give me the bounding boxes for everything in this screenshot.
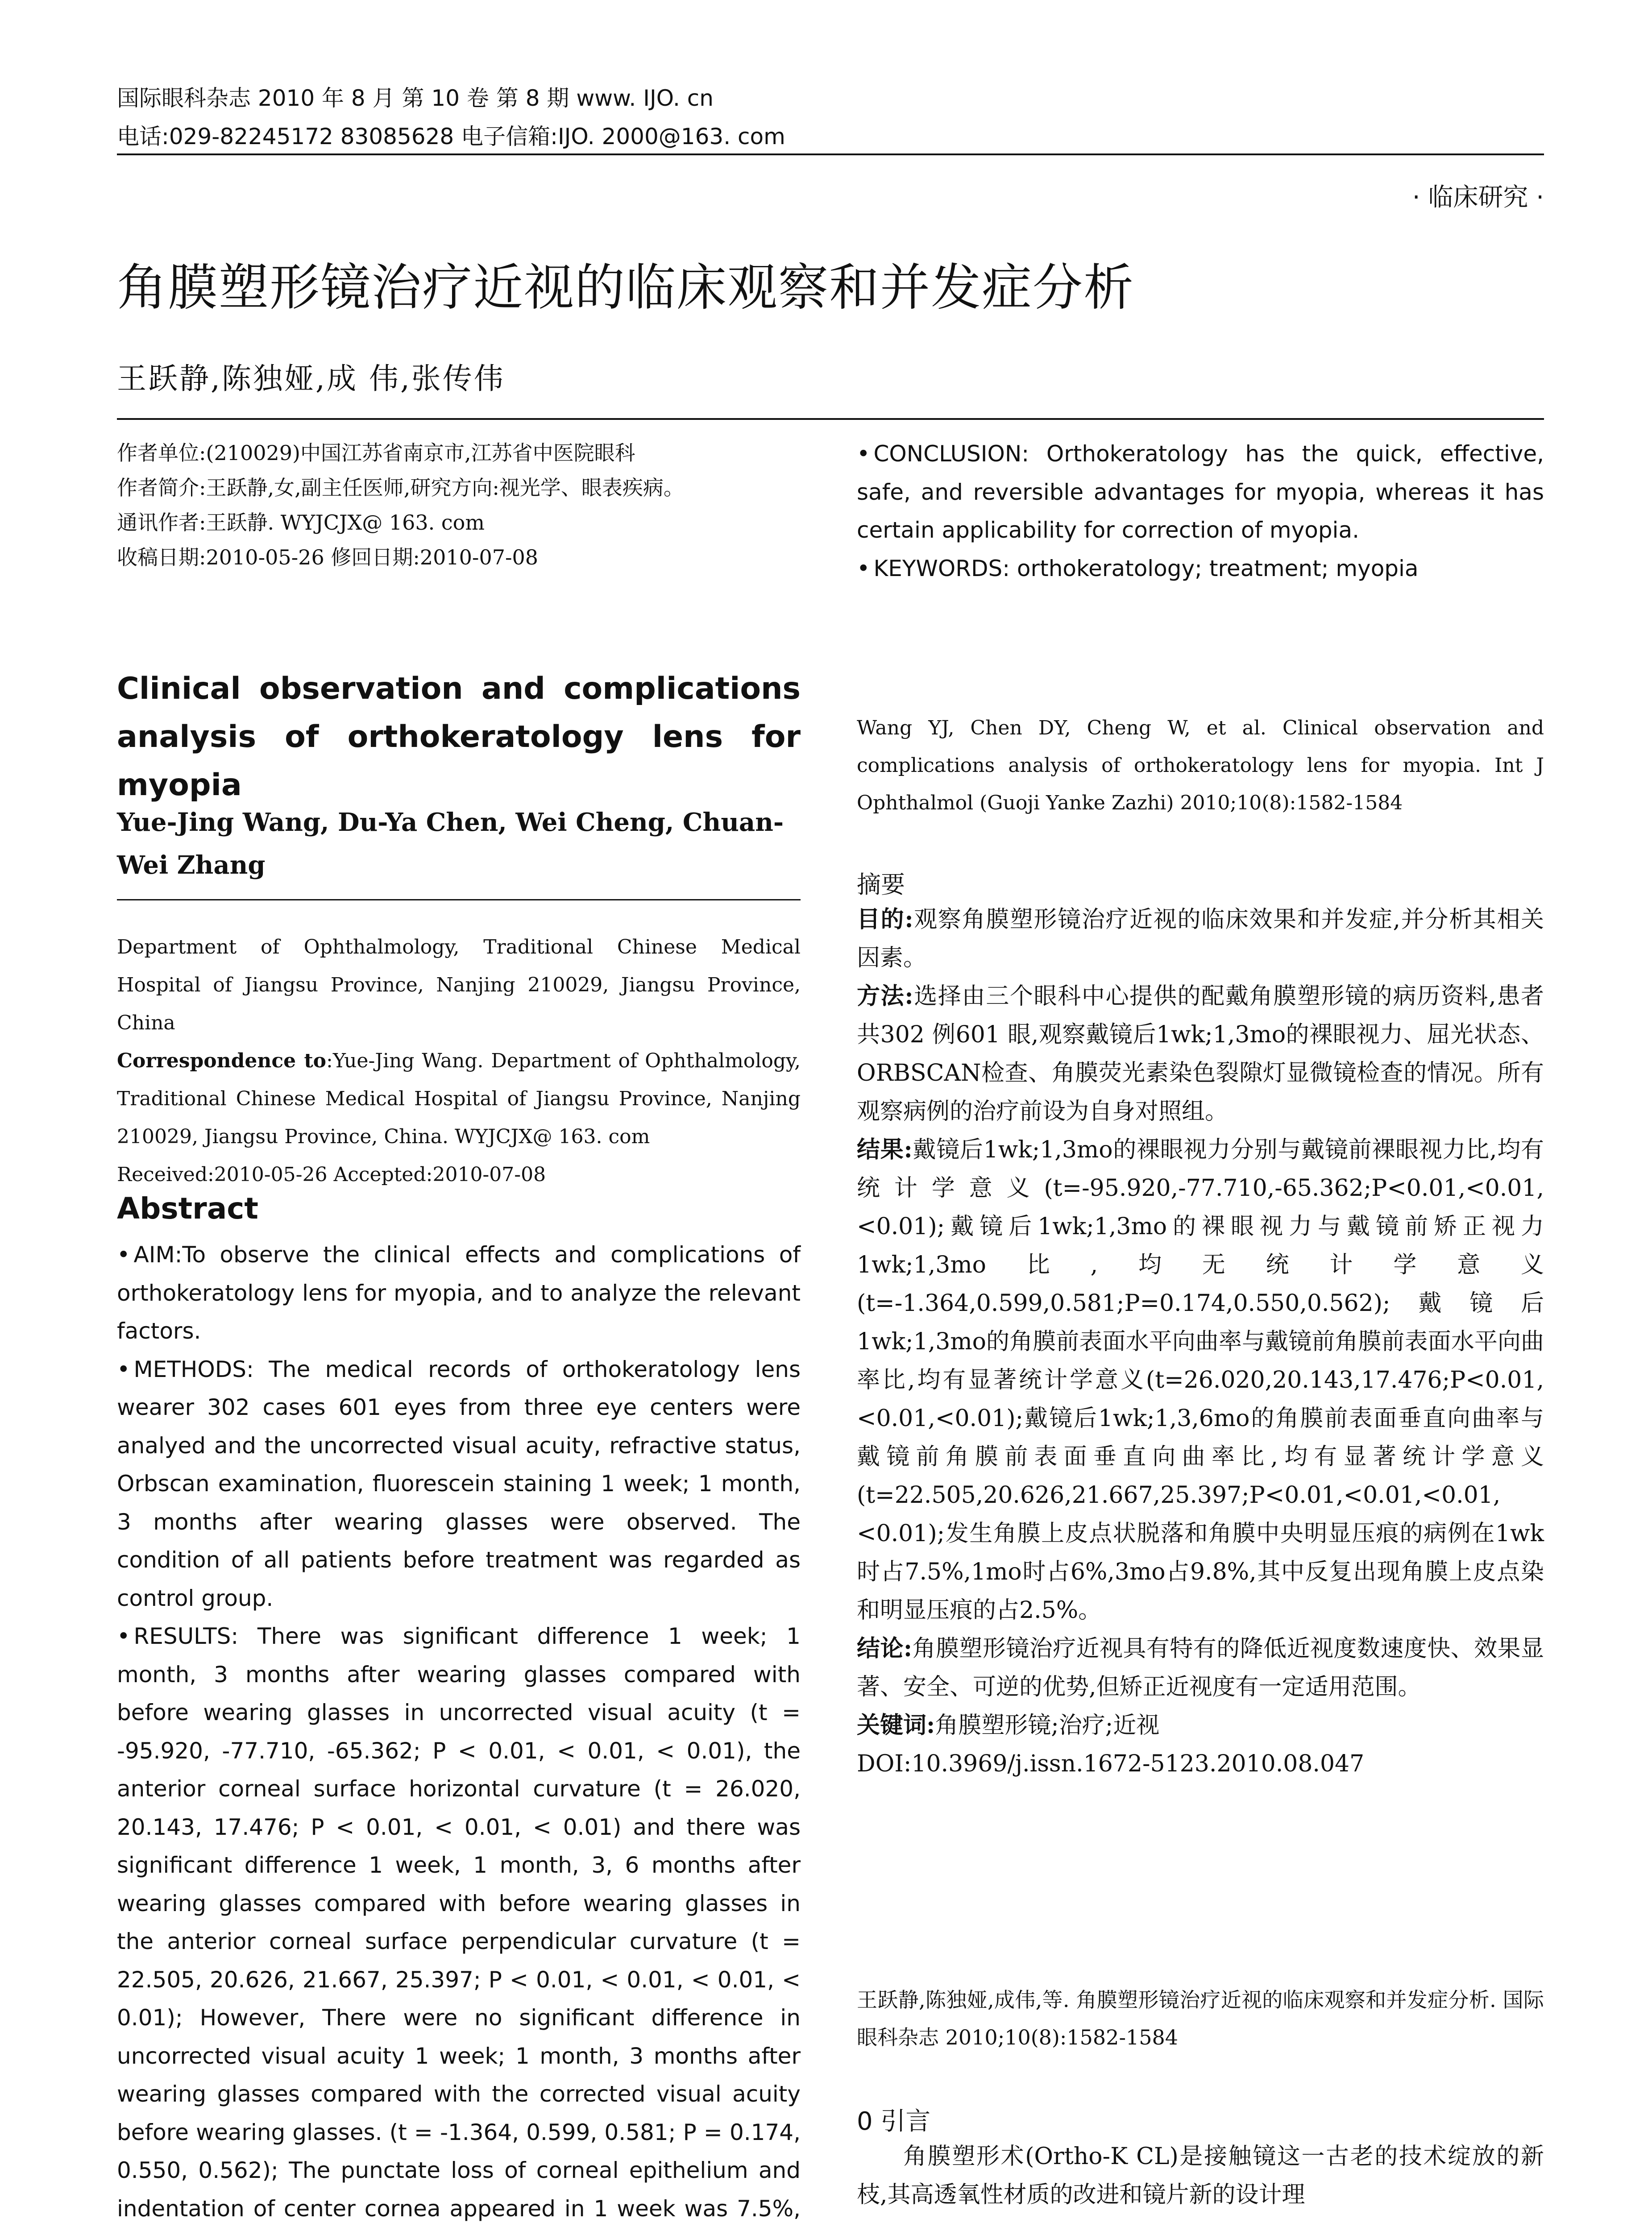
correspondence-text: :Yue-Jing Wang. Department of Ophthalmology, Traditional Chinese Medical Hospital of Jiangsu Province, Nanjing 210029, Jiangsu Province, China. WYJCJX@ 163. com <box>117 1049 801 1148</box>
bullet-icon: • <box>117 1356 130 1382</box>
author-affiliation-cn: 作者单位:(210029)中国江苏省南京市,江苏省中医院眼科 <box>117 441 635 465</box>
bullet-icon: • <box>117 1623 130 1649</box>
bullet-icon: • <box>857 441 870 467</box>
abstract-methods-text: METHODS: The medical records of orthokeratology lens wearer 302 cases 601 eyes from three eye centers were analyed and the uncorrected visual acuity, refractive status, Orbscan examination, fluorescein staining 1 week; 1 month, 3 months after wearing glasses were observed. The condition of all patients before treatment was regarded as control group. <box>117 1356 801 1611</box>
results-text: 戴镜后1wk;1,3mo的裸眼视力分别与戴镜前裸眼视力比,均有统计学意义(t=-95.920,-77.710,-65.362;P<0.01,<0.01,<0.01);戴镜后1wk;1,3mo的裸眼视力与戴镜前矫正视力1wk;1,3mo比,均无统计学意义(t=-1.364,0.599,0.581;P=0.174,0.550,0.562);戴镜后1wk;1,3mo的角膜前表面水平向曲率与戴镜前角膜前表面水平向曲率比,均有显著统计学意义(t=26.020,20.143,17.476;P<0.01,<0.01,<0.01);戴镜后1wk;1,3,6mo的角膜前表面垂直向曲率与戴镜前角膜前表面垂直向曲率比,均有显著统计学意义(t=22.505,20.626,21.667,25.397;P<0.01,<0.01,<0.01,<0.01);发生角膜上皮点状脱落和角膜中央明显压痕的病例在1wk时占7.5%,1mo时占6%,3mo占9.8%,其中反复出现角膜上皮点染和明显压痕的占2.5%。 <box>857 1136 1544 1624</box>
keywords-label: 关键词: <box>857 1712 935 1739</box>
article-title-cn: 角膜塑形镜治疗近视的临床观察和并发症分析 <box>117 259 1134 317</box>
introduction-body <box>857 2137 1544 2214</box>
abstract-aim-text: AIM:To observe the clinical effects and complications of orthokeratology lens for myopia, and to analyze the relevant factors. <box>117 1242 801 1344</box>
section-tag: · 临床研究 · <box>1412 183 1544 212</box>
abstract-cn <box>857 900 1544 1783</box>
correspondence-label: Correspondence to <box>117 1049 327 1072</box>
objective-label: 目的: <box>857 906 913 933</box>
article-title-en: Clinical observation and complications analysis of orthokeratology lens for myopia <box>117 671 801 803</box>
abstract-keywords <box>857 550 1544 588</box>
bullet-icon: • <box>857 555 870 581</box>
corresponding-author-cn: 通讯作者:王跃静. WYJCJX@ 163. com <box>117 510 485 535</box>
abstract-results-text: RESULTS: There was significant difference 1 week; 1 month, 3 months after wearing glasses compared with before wearing glasses in uncorrected visual acuity (t = -95.920, -77.710, -65.362; P < 0.01, < 0.01, < 0.01), the anterior corneal surface horizontal curvature (t = 26.020, 20.143, 17.476; P < 0.01, < 0.01, < 0.01) and there was significant difference 1 week, 1 month, 3, 6 months after wearing glasses compared with before wearing glasses in the anterior corneal surface perpendicular curvature (t = 22.505, 20.626, 21.667, 25.397; P < 0.01, < 0.01, < 0.01, < 0.01); However, There were no significant difference in uncorrected visual acuity 1 week; 1 month, 3 months after wearing glasses compared with the corrected visual acuity before wearing glasses. (t = -1.364, 0.599, 0.581; P = 0.174, 0.550, 0.562); The punctate loss of corneal epithelium and indentation of center cornea appeared in 1 week was 7.5%, <box>117 1623 801 2222</box>
abstract-cn-objective <box>857 900 1544 977</box>
affiliation-block-en <box>117 928 801 1194</box>
authors-rule <box>117 899 801 900</box>
journal-contact-line: 电话:029-82245172 83085628 电子信箱:IJO. 2000@163. com <box>117 124 785 149</box>
methods-text: 选择由三个眼科中心提供的配戴角膜塑形镜的病历资料,患者共302 例601 眼,观察戴镜后1wk;1,3mo的裸眼视力、屈光状态、ORBSCAN检查、角膜荧光素染色裂隙灯显微镜检查的情况。所有观察病例的治疗前设为自身对照组。 <box>857 983 1544 1125</box>
authors-cn: 王跃静,陈独娅,成 伟,张传伟 <box>117 361 505 396</box>
abstract-cn-results <box>857 1131 1544 1630</box>
citation-cn: 王跃静,陈独娅,成伟,等. 角膜塑形镜治疗近视的临床观察和并发症分析. 国际眼科杂志 2010;10(8):1582-1584 <box>857 1988 1544 2049</box>
keywords-text: 角膜塑形镜;治疗;近视 <box>935 1712 1160 1739</box>
doi: DOI:10.3969/j.issn.1672-5123.2010.08.047 <box>857 1750 1365 1777</box>
introduction-paragraph: 角膜塑形术(Ortho-K CL)是接触镜这一古老的技术绽放的新枝,其高透氧性材质的改进和镜片新的设计理 <box>857 2143 1544 2208</box>
received-dates-cn: 收稿日期:2010-05-26 修回日期:2010-07-08 <box>117 545 539 569</box>
conclusion-text: 角膜塑形镜治疗近视具有特有的降低近视度数速度快、效果显著、安全、可逆的优势,但矫正近视度有一定适用范围。 <box>857 1635 1544 1700</box>
introduction-heading: 0 引言 <box>857 2107 931 2136</box>
abstract-conclusion <box>857 435 1544 550</box>
abstract-cn-conclusion <box>857 1630 1544 1706</box>
abstract-en-continued <box>857 435 1544 588</box>
abstract-methods <box>117 1351 801 1618</box>
affiliation-en: Department of Ophthalmology, Traditional Chinese Medical Hospital of Jiangsu Province, Nanjing 210029, Jiangsu Province, China <box>117 936 801 1034</box>
abstract-keywords-text: KEYWORDS: orthokeratology; treatment; myopia <box>873 555 1419 581</box>
author-bio-cn: 作者简介:王跃静,女,副主任医师,研究方向:视光学、眼表疾病。 <box>117 476 684 500</box>
authors-en: Yue-Jing Wang, Du-Ya Chen, Wei Cheng, Chuan-Wei Zhang <box>117 808 784 880</box>
abstract-heading: Abstract <box>117 1191 258 1226</box>
bullet-icon: • <box>117 1242 130 1268</box>
received-dates-en: Received:2010-05-26 Accepted:2010-07-08 <box>117 1163 546 1186</box>
header-rule <box>117 153 1544 155</box>
methods-label: 方法: <box>857 983 913 1010</box>
abstract-aim <box>117 1236 801 1351</box>
correspondence-en <box>117 1042 801 1156</box>
journal-issue-line: 国际眼科杂志 2010 年 8 月 第 10 卷 第 8 期 www. IJO. cn <box>117 85 714 111</box>
abstract-cn-heading: 摘要 <box>857 871 905 899</box>
abstract-cn-keywords <box>857 1706 1544 1745</box>
objective-text: 观察角膜塑形镜治疗近视的临床效果和并发症,并分析其相关因素。 <box>857 906 1544 971</box>
results-label: 结果: <box>857 1136 913 1163</box>
abstract-cn-methods <box>857 977 1544 1131</box>
title-rule <box>117 418 1544 420</box>
author-info-block <box>117 435 801 575</box>
abstract-conclusion-text: CONCLUSION: Orthokeratology has the quick, effective, safe, and reversible advantages for myopia, whereas it has certain applicability for correction of myopia. <box>857 441 1544 543</box>
abstract-en <box>117 1236 801 2231</box>
citation-en: Wang YJ, Chen DY, Cheng W, et al. Clinical observation and complications analysis of orthokeratology lens for myopia. Int J Ophthalmol (Guoji Yanke Zazhi) 2010;10(8):1582-1584 <box>857 717 1544 814</box>
conclusion-label: 结论: <box>857 1635 913 1662</box>
abstract-results <box>117 1617 801 2231</box>
